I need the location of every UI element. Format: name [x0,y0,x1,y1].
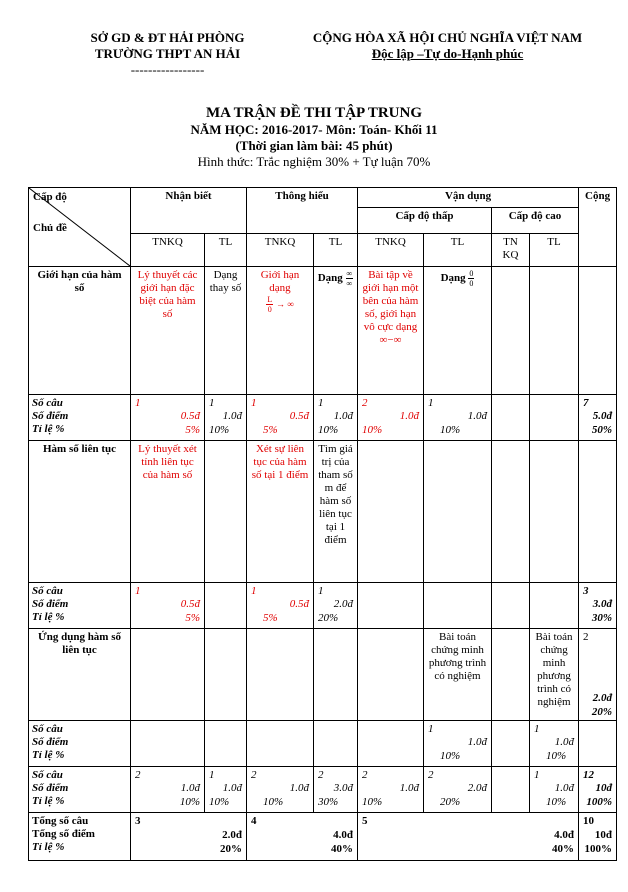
topic-cell: Bài toán chứng minh phương trình có nghiệm [530,629,579,721]
empty-cell [579,267,617,395]
thong-hieu-header: Thông hiểu [247,188,358,234]
stat-score: 0.5đ [180,598,200,610]
stat-count: 2 [583,631,589,643]
cap-do-label: Cấp độ [33,191,67,203]
empty-cell [314,721,358,767]
form-text: ∞−∞ [379,334,402,346]
so-cau-label: Số câu [32,585,63,597]
frac-num: L [267,295,273,304]
grand-labels [29,813,131,861]
empty-cell [492,441,530,583]
stat-pct: 10% [362,796,383,808]
school-year: NĂM HỌC: 2016-2017- Môn: Toán- Khối 11 [190,122,438,137]
stat-cell [314,395,358,441]
van-dung-header: Vận dụng [358,188,579,208]
empty-cell [131,629,205,721]
topic-cell: Dạng thay số [205,267,247,395]
stat-count: 12 [583,769,595,781]
stat-pct: 10% [546,750,567,762]
topic-cell: Lý thuyết các giới hạn đặc biệt của hàm số [131,267,205,395]
sum-cell [131,767,205,813]
stat-score: 4.0đ [554,829,575,841]
topic-cell: Bài toán chứng minh phương trình có nghiệm [424,629,492,721]
ti-le-label: Tỉ lệ % [32,749,65,761]
stat-pct: 10% [318,424,339,436]
topic-total-cell [579,629,617,721]
empty-cell [358,583,424,629]
sum-cell [205,767,247,813]
stat-cell [358,395,424,441]
stat-score: 2.0đ [592,692,613,704]
stat-cell [314,583,358,629]
stat-count: 3 [583,585,589,597]
school-header [60,30,275,78]
empty-cell [358,721,424,767]
stat-cell [205,395,247,441]
fraction [266,295,273,314]
stat-count: 2 [251,769,257,781]
topic-cell: Xét sự liên tục của hàm số tại 1 điểm [247,441,314,583]
grand-th-cell [247,813,358,861]
empty-cell [358,629,424,721]
fraction [468,269,474,288]
stat-score: 1.0đ [222,782,242,794]
stat-count: 1 [135,585,141,597]
grand-nb-cell [131,813,247,861]
empty-cell [205,629,247,721]
empty-cell [247,629,314,721]
stat-count: 1 [534,723,540,735]
stat-pct: 5% [263,424,278,436]
stat-cell [247,395,314,441]
department-name: SỞ GD & ĐT HẢI PHÒNG [90,30,245,45]
sum-cell [358,767,424,813]
sum-cell [424,767,492,813]
topic-cell [247,267,314,395]
header-corner-cell [29,188,131,267]
cap-do-thap-header: Cấp độ thấp [358,208,492,234]
stat-score: 10đ [594,829,613,841]
frac-den: 0 [267,305,272,314]
stat-count: 10 [583,815,595,827]
grand-total-cell [579,813,617,861]
empty-cell [131,721,205,767]
empty-cell [579,441,617,583]
stat-pct: 40% [552,843,575,855]
stat-pct: 40% [331,843,353,855]
frac-num: 0 [469,269,474,278]
stat-cell [530,721,579,767]
stat-count: 1 [209,397,215,409]
stat-score: 0.5đ [289,410,309,422]
stat-score: 1.0đ [467,410,487,422]
stat-cell [131,395,205,441]
empty-cell [424,441,492,583]
frac-den: 0 [469,279,474,288]
ti-le-label: Tỉ lệ % [32,841,65,853]
sum-cell [530,767,579,813]
sum-cell [247,767,314,813]
empty-cell [492,767,530,813]
stat-count: 3 [135,815,141,827]
so-diem-label: Số điểm [32,736,69,748]
topic-cell [424,267,492,395]
tong-so-diem-label: Tổng số điểm [32,828,95,840]
stat-pct: 10% [440,424,461,436]
stat-count: 1 [318,585,324,597]
empty-cell [314,629,358,721]
topic-cell: Tìm giá trị của tham số m để hàm số liên tục tại 1 điểm [314,441,358,583]
document-title: MA TRẬN ĐỀ THI TẬP TRUNG [205,105,423,121]
stat-count: 2 [135,769,141,781]
ti-le-label: Tỉ lệ % [32,423,65,435]
stat-score: 1.0đ [222,410,242,422]
stat-count: 2 [318,769,324,781]
stat-count: 2 [362,769,368,781]
stat-count: 1 [428,397,434,409]
stat-pct: 10% [179,796,200,808]
chu-de-label: Chủ đề [33,222,67,234]
stat-count: 1 [209,769,215,781]
empty-cell [205,583,247,629]
cell-text: Dạng [317,272,343,285]
stat-score: 1.0đ [554,736,575,748]
empty-cell [492,395,530,441]
stat-pct: 10% [440,750,461,762]
sum-cell [579,767,617,813]
cap-do-cao-header: Cấp độ cao [492,208,579,234]
stat-count: 1 [318,397,324,409]
stat-pct: 50% [591,424,613,436]
frac-den: ∞ [346,279,353,288]
stat-pct: 10% [362,424,383,436]
nb-tnkq-header: TNKQ [131,234,205,267]
sum-cell [314,767,358,813]
stat-score: 1.0đ [399,410,419,422]
national-header [290,30,605,62]
ti-le-label: Tỉ lệ % [32,795,65,807]
stat-cell [247,583,314,629]
stat-cell [579,395,617,441]
empty-cell [492,583,530,629]
tong-so-cau-label: Tổng số câu [32,815,89,827]
cell-text: Dạng [440,272,466,285]
exam-form: Hình thức: Trắc nghiệm 30% + Tự luận 70% [197,154,431,169]
stat-score: 4.0đ [333,829,353,841]
stat-count: 4 [251,815,257,827]
empty-cell [579,721,617,767]
topic-cell [358,267,424,395]
exam-matrix-table [28,187,617,861]
stat-labels [29,767,131,813]
empty-cell [492,721,530,767]
topic-name: Ứng dụng hàm số liên tục [29,629,131,721]
stat-count: 1 [251,397,257,409]
school-name: TRƯỜNG THPT AN HẢI [94,46,241,61]
nb-tl-header: TL [205,234,247,267]
vdc-tl-header: TL [530,234,579,267]
stat-score: 3.0đ [592,598,613,610]
empty-cell [530,583,579,629]
stat-count: 5 [362,815,368,827]
stat-pct: 10% [263,796,284,808]
stat-pct: 20% [318,612,339,624]
stat-count: 1 [534,769,540,781]
motto: Độc lập –Tự do-Hạnh phúc [371,46,524,61]
cell-text: Bài tập về giới hạn một bên của hàm số, giới hạn vô cực dạng [362,269,419,333]
empty-cell [530,441,579,583]
stat-pct: 20% [591,706,613,718]
th-tnkq-header: TNKQ [247,234,314,267]
empty-cell [424,583,492,629]
stat-labels [29,395,131,441]
stat-pct: 10% [209,796,230,808]
topic-cell [314,267,358,395]
stat-score: 3.0đ [333,782,353,794]
stat-pct: 20% [440,796,461,808]
stat-pct: 10% [209,424,230,436]
so-cau-label: Số câu [32,397,63,409]
stat-cell [131,583,205,629]
grand-vd-cell [358,813,579,861]
stat-count: 1 [251,585,257,597]
exam-duration: (Thời gian làm bài: 45 phút) [235,138,393,153]
stat-pct: 5% [185,612,200,624]
vd-tl-header: TL [424,234,492,267]
cell-text: Giới hạn dạng [260,269,300,294]
empty-cell [205,721,247,767]
topic-cell: Lý thuyết xét tính liên tục của hàm số [131,441,205,583]
stat-count: 7 [583,397,589,409]
vdc-tnkq-header [492,234,530,267]
stat-score: 2.0đ [222,829,242,841]
stat-score: 1.0đ [333,410,353,422]
stat-count: 1 [135,397,141,409]
stat-count: 2 [362,397,368,409]
header-dashes: ----------------- [130,62,205,77]
stat-pct: 5% [185,424,200,436]
tn-label: TN [503,236,518,248]
stat-score: 0.5đ [289,598,309,610]
stat-labels [29,721,131,767]
empty-cell [530,395,579,441]
stat-cell [424,395,492,441]
so-diem-label: Số điểm [32,598,69,610]
stat-score: 10đ [595,782,613,794]
so-diem-label: Số điểm [32,410,69,422]
stat-score: 1.0đ [180,782,200,794]
document-titles [0,104,628,170]
stat-count: 2 [428,769,434,781]
ti-le-label: Tỉ lệ % [32,611,65,623]
empty-cell [492,267,530,395]
empty-cell [530,267,579,395]
empty-cell [205,441,247,583]
topic-name: Hàm số liên tục [29,441,131,583]
arrow-infinity: → ∞ [275,299,294,310]
stat-pct: 100% [586,796,613,808]
empty-cell [247,721,314,767]
stat-pct: 30% [591,612,613,624]
stat-cell [424,721,492,767]
kq-label: KQ [502,249,519,261]
topic-name: Giới hạn của hàm số [29,267,131,395]
stat-count: 1 [428,723,434,735]
cong-header: Cộng [579,188,617,267]
stat-pct: 30% [318,796,339,808]
empty-cell [492,629,530,721]
stat-labels [29,583,131,629]
stat-pct: 10% [546,796,567,808]
so-diem-label: Số điểm [32,782,69,794]
nhan-biet-header: Nhận biết [131,188,247,234]
stat-score: 2.0đ [333,598,353,610]
stat-score: 1.0đ [467,736,487,748]
so-cau-label: Số câu [32,723,63,735]
frac-num: ∞ [346,269,353,278]
stat-score: 1.0đ [554,782,575,794]
empty-cell [358,441,424,583]
fraction [346,269,354,288]
stat-score: 0.5đ [180,410,200,422]
stat-score: 5.0đ [592,410,613,422]
vd-tnkq-header: TNKQ [358,234,424,267]
stat-cell [579,583,617,629]
stat-pct: 5% [263,612,278,624]
stat-score: 1.0đ [399,782,419,794]
country-name: CỘNG HÒA XÃ HỘI CHỦ NGHĨA VIỆT NAM [312,30,583,45]
stat-pct: 100% [584,843,613,855]
so-cau-label: Số câu [32,769,63,781]
th-tl-header: TL [314,234,358,267]
stat-pct: 20% [220,843,242,855]
stat-score: 2.0đ [467,782,487,794]
stat-score: 1.0đ [289,782,309,794]
